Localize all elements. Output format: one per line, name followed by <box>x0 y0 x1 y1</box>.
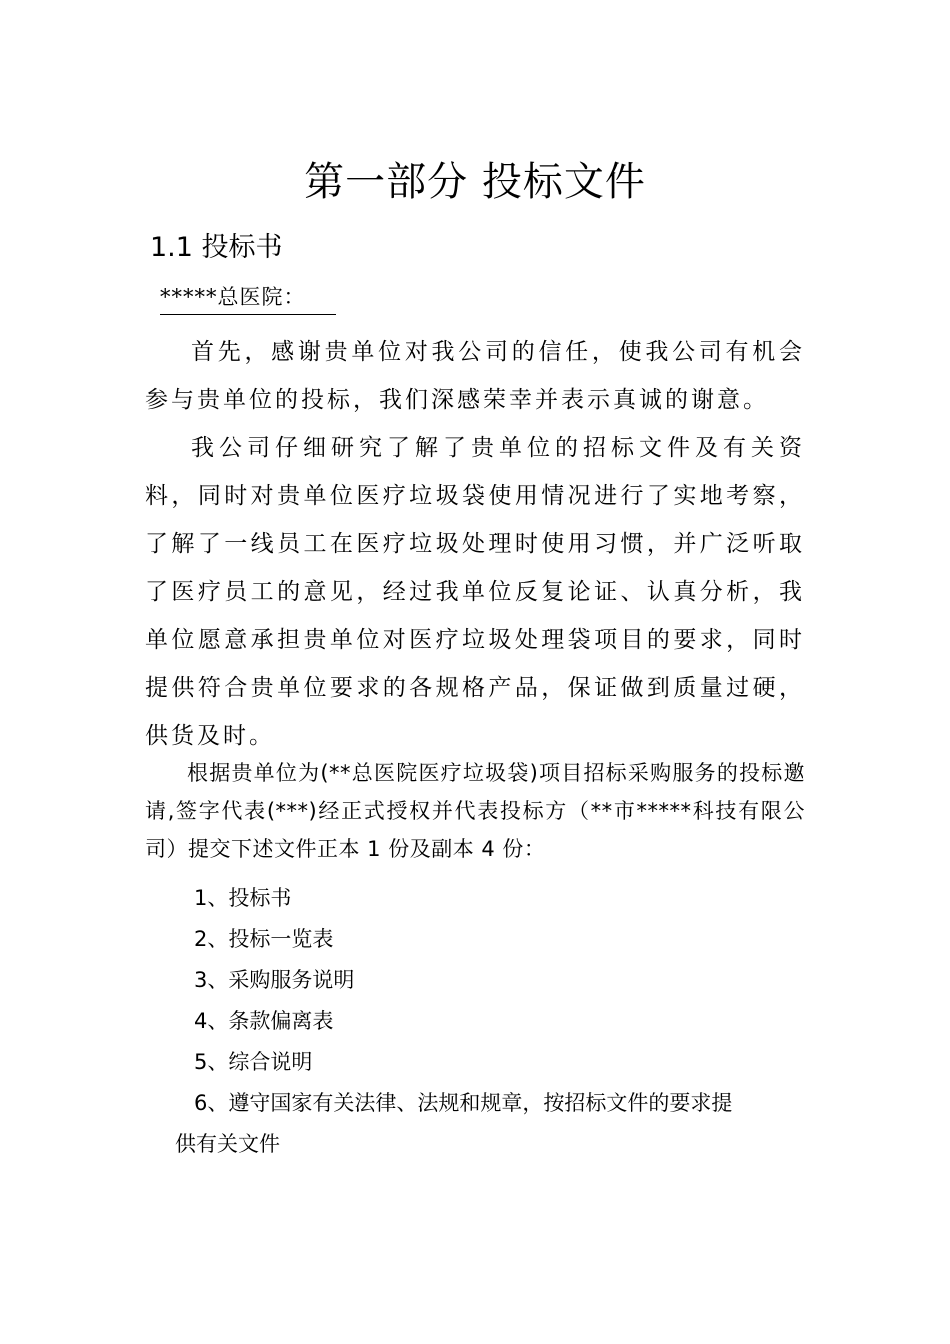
list-item: 2、投标一览表 <box>194 927 334 951</box>
document-list <box>145 878 810 1165</box>
paragraph-thanks: 首先，感谢贵单位对我公司的信任，使我公司有机会参与贵单位的投标，我们深感荣幸并表示真诚的谢意。 <box>145 339 805 413</box>
document-title: 第一部分 投标文件 <box>304 159 646 205</box>
list-item <box>145 1083 810 1165</box>
paragraph-research: 我公司仔细研究了解了贵单位的招标文件及有关资料，同时对贵单位医疗垃圾袋使用情况进行了实地考察，了解了一线员工在医疗垃圾处理时使用习惯，并广泛听取了医疗员工的意见，经过我单位反复论证、认真分析，我单位愿意承担贵单位对医疗垃圾处理袋项目的要求，同时提供符合贵单位要求的各规格产品，保证做到质量过硬，供货及时。 <box>145 435 805 749</box>
list-item: 3、采购服务说明 <box>194 968 355 992</box>
paragraph-submission: 根据贵单位为(**总医院医疗垃圾袋)项目招标采购服务的投标邀请,签字代表(***)经正式授权并代表投标方（**市*****科技有限公司）提交下述文件正本 1 份及副本 4 份： <box>145 761 805 861</box>
section-heading: 1.1 投标书 <box>150 232 283 263</box>
list-item-continuation: 供有关文件 <box>175 1132 280 1156</box>
list-item: 5、综合说明 <box>194 1050 313 1074</box>
list-item: 4、条款偏离表 <box>194 1009 334 1033</box>
list-item: 1、投标书 <box>194 886 292 910</box>
list-item-text: 6、遵守国家有关法律、法规和规章，按招标文件的要求提 <box>194 1091 733 1115</box>
addressee-line: *****总医院： <box>160 282 336 315</box>
